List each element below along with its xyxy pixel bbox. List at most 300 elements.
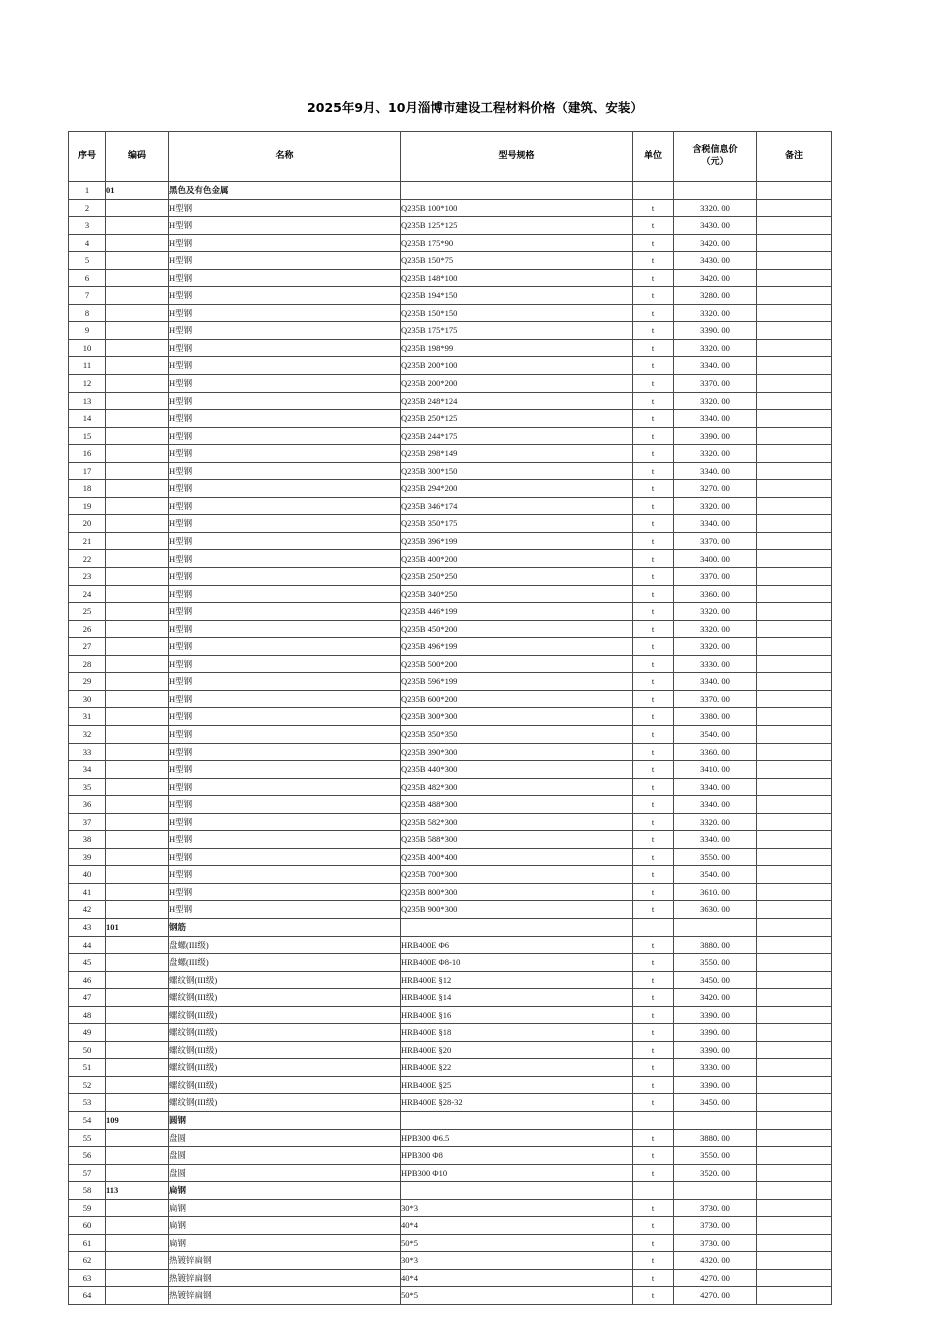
cell-name: 扁钢 [169,1234,401,1252]
cell-spec: 30*3 [401,1252,633,1270]
cell-name: 螺纹钢(III级) [169,989,401,1007]
table-row [69,357,832,375]
cell-spec: Q235B 596*199 [401,673,633,691]
cell-code: 01 [106,182,169,200]
cell-spec: Q235B 150*150 [401,304,633,322]
cell-price: 3320. 00 [674,304,757,322]
cell-code [106,796,169,814]
cell-price: 3370. 00 [674,690,757,708]
table-header [69,132,832,182]
table-group-row [69,1111,832,1129]
cell-unit: t [633,708,674,726]
column-header-spec: 型号规格 [401,132,633,182]
cell-code [106,954,169,972]
cell-note [757,725,832,743]
cell-unit: t [633,761,674,779]
cell-unit: t [633,603,674,621]
cell-note [757,287,832,305]
cell-unit: t [633,1006,674,1024]
table-row [69,761,832,779]
table-row [69,199,832,217]
cell-spec: HRB400E §25 [401,1076,633,1094]
cell-seq: 43 [69,918,106,936]
cell-name: H型钢 [169,550,401,568]
cell-name: 螺纹钢(III级) [169,1076,401,1094]
cell-unit: t [633,375,674,393]
cell-spec: Q235B 588*300 [401,831,633,849]
cell-spec: Q235B 900*300 [401,901,633,919]
cell-note [757,304,832,322]
cell-price: 3330. 00 [674,655,757,673]
cell-note [757,1111,832,1129]
cell-price: 3320. 00 [674,392,757,410]
cell-price: 3340. 00 [674,831,757,849]
cell-note [757,918,832,936]
cell-seq: 49 [69,1024,106,1042]
cell-spec: Q235B 396*199 [401,532,633,550]
cell-seq: 55 [69,1129,106,1147]
cell-note [757,796,832,814]
cell-code [106,673,169,691]
cell-note [757,252,832,270]
cell-note [757,1094,832,1112]
cell-spec: Q235B 300*300 [401,708,633,726]
cell-note [757,182,832,200]
cell-note [757,831,832,849]
cell-seq: 30 [69,690,106,708]
cell-note [757,901,832,919]
cell-note [757,866,832,884]
cell-unit: t [633,1024,674,1042]
cell-unit: t [633,252,674,270]
cell-name: H型钢 [169,515,401,533]
cell-name: 盘螺(III级) [169,954,401,972]
cell-name: 扁钢 [169,1182,401,1200]
cell-name: H型钢 [169,462,401,480]
table-row [69,462,832,480]
cell-code [106,375,169,393]
cell-price: 3390. 00 [674,427,757,445]
cell-spec: Q235B 346*174 [401,497,633,515]
cell-name: 盘圆 [169,1129,401,1147]
cell-price: 3540. 00 [674,725,757,743]
table-row [69,480,832,498]
cell-spec: Q235B 200*100 [401,357,633,375]
column-header-price [674,132,757,182]
cell-code: 113 [106,1182,169,1200]
cell-unit: t [633,690,674,708]
cell-unit: t [633,1076,674,1094]
cell-price: 3370. 00 [674,532,757,550]
cell-name: H型钢 [169,866,401,884]
cell-note [757,322,832,340]
cell-unit: t [633,1252,674,1270]
cell-seq: 29 [69,673,106,691]
cell-spec: HRB400E Φ6 [401,936,633,954]
cell-unit: t [633,1287,674,1305]
cell-unit: t [633,357,674,375]
cell-seq: 9 [69,322,106,340]
cell-code [106,427,169,445]
table-body [69,182,832,1305]
cell-unit: t [633,1217,674,1235]
cell-name: H型钢 [169,322,401,340]
cell-code [106,1164,169,1182]
cell-seq: 63 [69,1269,106,1287]
cell-price: 3340. 00 [674,410,757,428]
table-row [69,1217,832,1235]
cell-seq: 41 [69,883,106,901]
cell-code: 109 [106,1111,169,1129]
cell-seq: 57 [69,1164,106,1182]
cell-seq: 7 [69,287,106,305]
cell-unit: t [633,725,674,743]
cell-price: 3270. 00 [674,480,757,498]
cell-name: H型钢 [169,375,401,393]
cell-seq: 13 [69,392,106,410]
table-row [69,1199,832,1217]
cell-spec: 40*4 [401,1269,633,1287]
cell-note [757,392,832,410]
cell-unit: t [633,883,674,901]
cell-spec: Q235B 175*90 [401,234,633,252]
cell-spec: Q235B 194*150 [401,287,633,305]
table-row [69,1269,832,1287]
cell-code [106,497,169,515]
cell-name: H型钢 [169,655,401,673]
table-row [69,515,832,533]
cell-unit: t [633,392,674,410]
table-row [69,796,832,814]
cell-name: H型钢 [169,638,401,656]
cell-name: H型钢 [169,357,401,375]
cell-note [757,532,832,550]
cell-unit: t [633,462,674,480]
cell-note [757,1217,832,1235]
cell-unit: t [633,1269,674,1287]
cell-name: H型钢 [169,761,401,779]
table-row [69,1076,832,1094]
cell-code [106,392,169,410]
column-header-price-line1: 含税信息价 [692,145,738,156]
cell-code [106,357,169,375]
cell-spec: Q235B 440*300 [401,761,633,779]
cell-code [106,1217,169,1235]
cell-price: 3390. 00 [674,1024,757,1042]
cell-name: 螺纹钢(III级) [169,1006,401,1024]
cell-price: 3450. 00 [674,971,757,989]
cell-spec: Q235B 582*300 [401,813,633,831]
cell-name: 螺纹钢(III级) [169,1059,401,1077]
cell-price: 3410. 00 [674,761,757,779]
cell-spec: Q235B 800*300 [401,883,633,901]
cell-code [106,831,169,849]
table-row [69,375,832,393]
table-row [69,1164,832,1182]
table-row [69,269,832,287]
cell-code [106,1076,169,1094]
table-row [69,1129,832,1147]
cell-seq: 45 [69,954,106,972]
cell-seq: 10 [69,339,106,357]
cell-name: H型钢 [169,427,401,445]
cell-name: H型钢 [169,497,401,515]
table-row [69,304,832,322]
cell-unit: t [633,971,674,989]
cell-seq: 50 [69,1041,106,1059]
cell-code [106,410,169,428]
cell-name: H型钢 [169,304,401,322]
cell-note [757,1147,832,1165]
cell-name: H型钢 [169,796,401,814]
table-row [69,901,832,919]
cell-name: 钢筋 [169,918,401,936]
cell-unit: t [633,796,674,814]
cell-note [757,357,832,375]
table-row [69,1024,832,1042]
cell-unit: t [633,989,674,1007]
cell-spec [401,1111,633,1129]
cell-price: 3320. 00 [674,813,757,831]
cell-seq: 35 [69,778,106,796]
cell-price [674,918,757,936]
cell-price: 3730. 00 [674,1217,757,1235]
cell-price: 3390. 00 [674,322,757,340]
cell-spec: Q235B 100*100 [401,199,633,217]
cell-note [757,480,832,498]
cell-seq: 33 [69,743,106,761]
cell-price: 3880. 00 [674,1129,757,1147]
cell-seq: 19 [69,497,106,515]
cell-seq: 2 [69,199,106,217]
cell-code [106,866,169,884]
cell-price: 3320. 00 [674,638,757,656]
cell-seq: 58 [69,1182,106,1200]
table-row [69,989,832,1007]
cell-unit: t [633,269,674,287]
cell-unit: t [633,427,674,445]
cell-unit: t [633,813,674,831]
cell-spec: Q235B 148*100 [401,269,633,287]
cell-spec: HRB400E §20 [401,1041,633,1059]
cell-price: 3340. 00 [674,357,757,375]
cell-seq: 1 [69,182,106,200]
cell-code [106,445,169,463]
cell-note [757,217,832,235]
table-row [69,936,832,954]
table-row [69,1234,832,1252]
cell-name: 扁钢 [169,1199,401,1217]
cell-note [757,673,832,691]
cell-seq: 6 [69,269,106,287]
table-row [69,532,832,550]
cell-seq: 60 [69,1217,106,1235]
cell-code [106,936,169,954]
cell-unit: t [633,568,674,586]
table-row [69,497,832,515]
cell-note [757,1024,832,1042]
table-row [69,848,832,866]
cell-name: H型钢 [169,673,401,691]
cell-spec: 50*5 [401,1234,633,1252]
cell-seq: 42 [69,901,106,919]
cell-seq: 4 [69,234,106,252]
cell-seq: 62 [69,1252,106,1270]
table-row [69,1147,832,1165]
cell-name: H型钢 [169,339,401,357]
cell-price: 3320. 00 [674,497,757,515]
table-row [69,831,832,849]
cell-note [757,427,832,445]
cell-seq: 39 [69,848,106,866]
cell-unit: t [633,234,674,252]
cell-price: 4320. 00 [674,1252,757,1270]
cell-price: 3430. 00 [674,252,757,270]
cell-spec: Q235B 300*150 [401,462,633,480]
cell-code [106,761,169,779]
cell-note [757,462,832,480]
cell-name: H型钢 [169,392,401,410]
cell-price: 3320. 00 [674,603,757,621]
cell-code [106,848,169,866]
cell-note [757,1041,832,1059]
cell-price: 3370. 00 [674,568,757,586]
cell-code [106,778,169,796]
cell-seq: 18 [69,480,106,498]
cell-name: H型钢 [169,883,401,901]
table-row [69,445,832,463]
table-row [69,1006,832,1024]
cell-unit: t [633,778,674,796]
cell-note [757,989,832,1007]
cell-seq: 26 [69,620,106,638]
cell-unit: t [633,199,674,217]
cell-code [106,1129,169,1147]
cell-code [106,655,169,673]
cell-spec: Q235B 298*149 [401,445,633,463]
cell-spec: Q235B 244*175 [401,427,633,445]
cell-note [757,778,832,796]
cell-unit: t [633,848,674,866]
cell-price: 3370. 00 [674,375,757,393]
cell-unit: t [633,480,674,498]
cell-name: H型钢 [169,708,401,726]
material-price-table [68,131,832,1305]
table-group-row [69,182,832,200]
cell-unit: t [633,831,674,849]
cell-price: 3550. 00 [674,848,757,866]
cell-unit: t [633,655,674,673]
column-header-note: 备注 [757,132,832,182]
cell-seq: 14 [69,410,106,428]
cell-price [674,1182,757,1200]
cell-note [757,620,832,638]
table-row [69,550,832,568]
cell-seq: 27 [69,638,106,656]
cell-spec: Q235B 390*300 [401,743,633,761]
cell-name: H型钢 [169,813,401,831]
cell-spec: Q235B 500*200 [401,655,633,673]
cell-unit: t [633,339,674,357]
cell-seq: 8 [69,304,106,322]
cell-price: 3340. 00 [674,462,757,480]
cell-unit: t [633,1129,674,1147]
cell-price: 3450. 00 [674,1094,757,1112]
cell-price: 3340. 00 [674,673,757,691]
cell-name: H型钢 [169,603,401,621]
cell-price: 3360. 00 [674,743,757,761]
cell-name: H型钢 [169,532,401,550]
cell-price: 4270. 00 [674,1287,757,1305]
cell-spec: HPB300 Φ10 [401,1164,633,1182]
cell-code [106,269,169,287]
cell-name: H型钢 [169,269,401,287]
table-row [69,1059,832,1077]
cell-name: H型钢 [169,585,401,603]
cell-spec: Q235B 482*300 [401,778,633,796]
cell-name: H型钢 [169,831,401,849]
cell-unit: t [633,673,674,691]
cell-code [106,1094,169,1112]
cell-seq: 51 [69,1059,106,1077]
cell-unit: t [633,620,674,638]
cell-unit: t [633,638,674,656]
table-row [69,778,832,796]
cell-seq: 21 [69,532,106,550]
cell-unit: t [633,532,674,550]
page-title: 2025年9月、10月淄博市建设工程材料价格（建筑、安装） [307,100,643,115]
cell-code: 101 [106,918,169,936]
table-row [69,392,832,410]
cell-unit: t [633,304,674,322]
cell-code [106,568,169,586]
cell-code [106,339,169,357]
cell-price: 3520. 00 [674,1164,757,1182]
column-header-name: 名称 [169,132,401,182]
cell-spec [401,182,633,200]
cell-spec: HRB400E §22 [401,1059,633,1077]
cell-price: 3340. 00 [674,515,757,533]
cell-seq: 28 [69,655,106,673]
cell-spec: Q235B 125*125 [401,217,633,235]
cell-seq: 23 [69,568,106,586]
cell-note [757,234,832,252]
cell-spec: Q235B 350*175 [401,515,633,533]
cell-unit [633,1182,674,1200]
cell-name: 热镀锌扁钢 [169,1287,401,1305]
cell-spec: Q235B 400*400 [401,848,633,866]
cell-spec: Q235B 600*200 [401,690,633,708]
cell-seq: 52 [69,1076,106,1094]
cell-price: 3730. 00 [674,1234,757,1252]
cell-price: 3430. 00 [674,217,757,235]
cell-code [106,462,169,480]
table-group-row [69,1182,832,1200]
cell-note [757,339,832,357]
cell-unit: t [633,954,674,972]
cell-seq: 59 [69,1199,106,1217]
cell-name: H型钢 [169,901,401,919]
table-row [69,1287,832,1305]
cell-name: H型钢 [169,234,401,252]
cell-code [106,603,169,621]
cell-code [106,217,169,235]
table-row [69,427,832,445]
cell-code [106,199,169,217]
cell-note [757,1076,832,1094]
cell-seq: 15 [69,427,106,445]
cell-code [106,883,169,901]
